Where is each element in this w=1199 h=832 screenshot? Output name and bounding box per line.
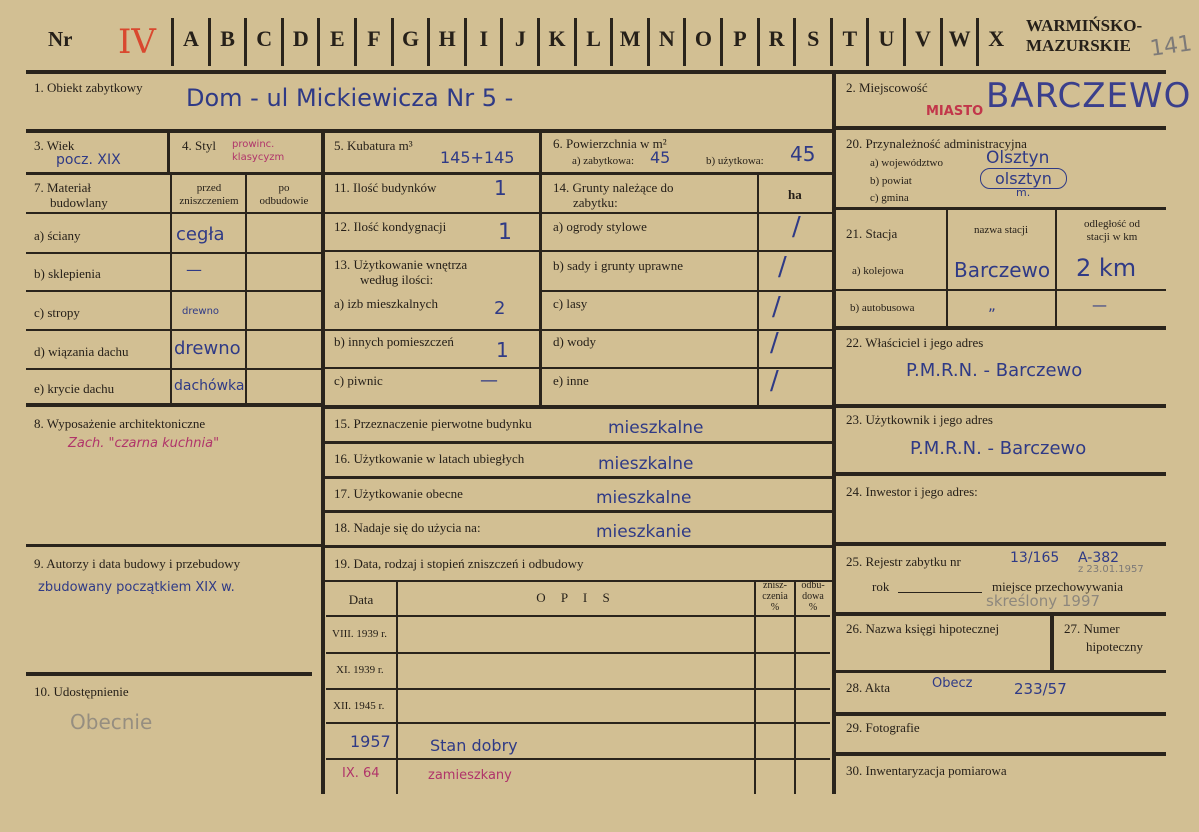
field-1-value: Dom - ul Mickiewicza Nr 5 - [186,84,514,112]
field-7-before-2: zniszczeniem [179,195,239,207]
index-letter-e: E [330,26,345,51]
field-20a-value: Olsztyn [986,148,1050,168]
field-25-label: 25. Rejestr zabytku nr [846,554,961,569]
index-letter-r: R [768,26,785,51]
field-19-col-rec-pct: % [808,602,818,613]
field-16-value: mieszkalne [598,454,694,474]
field-17-label: 17. Użytkowanie obecne [334,486,463,501]
field-13-row-b-label: b) innych pomieszczeń [334,334,454,349]
index-letter-c: C [256,26,273,51]
field-19-col-dmg-2: czenia [762,591,788,602]
field-24-label: 24. Inwestor i jego adres: [846,484,978,499]
field-10-value: Obecnie [70,710,153,734]
index-letter-l: L [586,26,601,51]
field-7-row-e-value: dachówka [174,378,245,394]
index-letter-i: I [479,26,489,51]
field-6a-value: 45 [650,148,671,167]
field-21-rail-name: Barczewo [954,258,1051,282]
field-20a-label: a) województwo [870,157,944,169]
field-6b-value: 45 [790,142,816,166]
field-19-col-dmg-pct: % [770,602,780,613]
field-15-value: mieszkalne [608,418,704,438]
field-26-label: 26. Nazwa księgi hipotecznej [846,621,1000,636]
field-14-row-b-value: / [778,252,787,282]
field-14-row-c-label: c) lasy [553,296,588,311]
field-6a-label: a) zabytkowa: [572,155,634,167]
field-13-row-c-label: c) piwnic [334,373,383,388]
nr-label: Nr [48,27,73,51]
field-5-label: 5. Kubatura m³ [334,138,413,153]
field-14-row-e-value: / [770,366,779,396]
field-3-label: 3. Wiek [34,138,75,153]
field-21-col-name: nazwa stacji [973,224,1029,236]
field-7-row-c-label: c) stropy [34,305,80,320]
field-13-row-a-value: 2 [494,298,506,319]
field-21-bus-label: b) autobusowa [850,302,915,314]
nr-value: IV [118,22,156,62]
field-14-label-1: 14. Grunty należące do [553,180,674,195]
field-19-row-5-desc: zamieszkany [428,768,512,783]
field-7-label-2: budowlany [50,195,108,210]
field-29-label: 29. Fotografie [846,720,920,735]
corner-note: 141 [1148,31,1194,62]
field-21-rail-label: a) kolejowa [852,265,904,277]
index-letter-p: P [733,26,747,51]
index-letter-f: F [367,26,381,51]
field-7-row-e-label: e) krycie dachu [34,381,115,396]
field-7-after-1: po [278,182,290,194]
field-14-row-a-label: a) ogrody stylowe [553,219,647,234]
field-8-label: 8. Wyposażenie architektoniczne [34,416,206,431]
field-25-value: 13/165 [1010,550,1060,566]
field-2-value: BARCZEWO [986,76,1192,116]
region-line-1: WARMIŃSKO- [1026,16,1143,35]
field-7-before-1: przed [196,182,222,194]
field-25-place-label: miejsce przechowywania [992,579,1124,594]
field-7-row-a-value: cegła [176,224,225,245]
field-14-row-b-label: b) sady i grunty uprawne [553,258,683,273]
field-9-value: zbudowany początkiem XIX w. [38,580,235,595]
field-21-rail-dist: 2 km [1076,254,1137,282]
field-23-label: 23. Użytkownik i jego adres [846,412,993,427]
field-8-value: Zach. "czarna kuchnia" [68,436,220,451]
field-30-label: 30. Inwentaryzacja pomiarowa [846,763,1007,778]
field-10-label: 10. Udostępnienie [34,684,129,699]
field-1-label: 1. Obiekt zabytkowy [34,80,143,95]
field-22-value: P.M.R.N. - Barczewo [906,360,1083,381]
field-27-label-1: 27. Numer [1064,621,1120,636]
field-12-value: 1 [498,220,512,245]
field-14-row-d-value: / [770,328,779,358]
field-7-row-b-value: — [186,260,202,279]
index-letter-w: W [948,26,971,51]
field-19-col-rec-1: odbu- [801,580,825,591]
field-21-bus-dist: — [1092,296,1107,314]
index-letter-a: A [183,26,199,51]
index-letter-h: H [438,26,456,51]
field-7-row-a-label: a) ściany [34,228,81,243]
field-23-value: P.M.R.N. - Barczewo [910,438,1087,459]
field-2-label: 2. Miejscowość [846,80,928,95]
field-20c-value: m. [1016,186,1031,199]
index-letter-t: T [842,26,858,51]
field-19-col-date: Data [348,592,374,607]
field-7-row-d-label: d) wiązania dachu [34,344,129,359]
field-13-row-b-value: 1 [496,338,509,362]
field-11-label: 11. Ilość budynków [334,180,437,195]
index-letter-n: N [658,26,675,51]
field-27-label-2: hipoteczny [1086,639,1144,654]
field-19-row-2-date: XI. 1939 r. [336,664,384,676]
field-14-row-c-value: / [772,292,781,322]
field-28-value: Obecz [932,676,973,691]
field-9-label: 9. Autorzy i data budowy i przebudowy [34,556,241,571]
field-19-col-rec-2: dowa [802,591,824,602]
field-17-value: mieszkalne [596,488,692,508]
field-3-value: pocz. XIX [56,152,121,168]
region-title [1026,16,1142,56]
field-14-row-a-value: / [792,212,801,242]
field-4-label: 4. Styl [182,138,216,153]
field-20-label: 20. Przynależność administracyjna [846,136,1027,151]
index-letter-j: J [514,26,526,51]
field-20c-label: c) gmina [870,192,909,204]
field-19-row-4-desc: Stan dobry [430,736,518,755]
field-25-value3: z 23.01.1957 [1078,564,1144,575]
field-12-label: 12. Ilość kondygnacji [334,219,447,234]
field-7-row-d-value: drewno [174,338,241,359]
field-11-value: 1 [494,176,507,200]
field-7-label-1: 7. Materiał [34,180,92,195]
field-13-label-2: według ilości: [360,272,434,287]
field-25-note: skreślony 1997 [986,592,1101,610]
field-19-col-desc: O P I S [536,590,616,605]
index-letter-g: G [402,26,420,51]
field-25-value2: A-382 [1078,550,1120,566]
field-14-row-d-label: d) wody [553,334,596,349]
index-letter-m: M [619,26,641,51]
field-7-row-c-value: drewno [182,306,220,317]
index-letter-u: U [878,26,895,51]
field-22-label: 22. Właściciel i jego adres [846,335,984,350]
field-19-label: 19. Data, rodzaj i stopień zniszczeń i odbudowy [334,556,584,571]
field-13-label-1: 13. Użytkowanie wnętrza [334,257,468,272]
field-28-value2: 233/57 [1014,680,1067,698]
field-7-row-b-label: b) sklepienia [34,266,101,281]
field-18-value: mieszkanie [596,522,692,542]
field-6b-label: b) użytkowa: [706,155,764,167]
field-14-unit: ha [788,187,802,202]
index-letter-v: V [915,26,931,51]
field-18-label: 18. Nadaje się do użycia na: [334,520,481,535]
field-19-row-4-date: 1957 [350,732,391,751]
field-2-note: MIASTO [926,104,984,119]
index-letter-d: D [292,26,309,51]
field-14-row-e-label: e) inne [553,373,589,388]
field-19-col-dmg-1: znisz- [763,580,787,591]
index-letter-o: O [694,26,712,51]
field-21-col-dist-1: odległość od [1084,218,1140,230]
field-5-value: 145+145 [440,148,515,167]
field-28-label: 28. Akta [846,680,891,695]
index-letter-s: S [807,26,820,51]
field-21-bus-name: „ [988,296,996,314]
field-25-rok-label: rok [872,579,890,594]
field-19-row-3-date: XII. 1945 r. [333,700,385,712]
field-21-label: 21. Stacja [846,226,898,241]
field-19-row-1-date: VIII. 1939 r. [332,628,387,640]
region-line-2: MAZURSKIE [1026,36,1131,55]
field-4-value: prowinc. klasycyzm [232,139,285,163]
field-13-row-a-label: a) izb mieszkalnych [334,296,438,311]
field-16-label: 16. Użytkowanie w latach ubiegłych [334,451,525,466]
field-6-label: 6. Powierzchnia w m² [553,136,667,151]
index-letter-k: K [548,26,566,51]
field-15-label: 15. Przeznaczenie pierwotne budynku [334,416,532,431]
field-20b-value: olsztyn [980,168,1067,189]
field-19-row-5-date: IX. 64 [342,766,380,781]
field-13-row-c-value: — [480,370,498,391]
index-letter-b: B [220,26,235,51]
field-14-label-2: zabytku: [573,195,618,210]
field-20b-label: b) powiat [870,175,912,187]
index-letter-x: X [988,26,1005,51]
field-7-after-2: odbudowie [259,195,309,207]
field-21-col-dist-2: stacji w km [1086,231,1138,243]
